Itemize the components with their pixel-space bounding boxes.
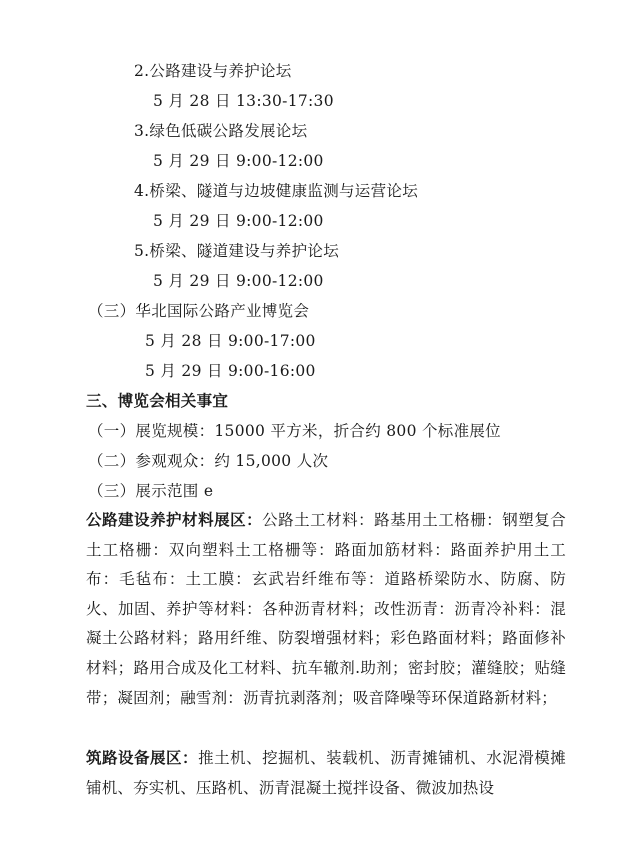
expo-time-1: 5 月 28 日 9:00-17:00 xyxy=(145,332,316,350)
zone-materials-text: 公路土工材料：路基用土工格栅：钢塑复合土工格栅：双向塑料土工格栅等：路面加筋材料：路面养护用土工布：毛毡布：土工膜：玄武岩纤维布等：道路桥梁防水、防腐、防火、加固、养护等材料：各种沥青材料；改性沥青：沥青冷补料：混凝土公路材料；路用纤维、防裂增强材料；彩色路面材料；路面修补材料；路用合成及化工材料、抗车辙剂.助剂；密封胶；灌缝胶；贴缝带；凝固剂；融雪剂：沥青抗剥落剂；吸音降噪等环保道路新材料； xyxy=(86,511,566,707)
section-item-scale: （一）展览规模：15000 平方米，折合约 800 个标准展位 xyxy=(88,422,501,440)
forum-2-time: 5 月 28 日 13:30-17:30 xyxy=(153,92,334,110)
forum-2-title: 2.公路建设与养护论坛 xyxy=(134,62,292,80)
forum-4-title: 4.桥梁、隧道与边坡健康监测与运营论坛 xyxy=(134,182,418,200)
forum-3-time: 5 月 29 日 9:00-12:00 xyxy=(153,152,324,170)
zone-equipment-paragraph xyxy=(86,744,566,803)
section-heading: 三、博览会相关事宜 xyxy=(86,392,229,410)
zone-equipment-text: 推土机、挖掘机、装载机、沥青摊铺机、水泥滑模摊铺机、夯实机、压路机、沥青混凝土搅拌设备、微波加热设 xyxy=(86,749,566,797)
zone-materials-lead: 公路建设养护材料展区： xyxy=(86,511,263,529)
forum-5-title: 5.桥梁、隧道建设与养护论坛 xyxy=(134,242,339,260)
expo-time-2: 5 月 29 日 9:00-16:00 xyxy=(145,362,316,380)
forum-3-title: 3.绿色低碳公路发展论坛 xyxy=(134,122,308,140)
zone-equipment-lead: 筑路设备展区： xyxy=(86,749,199,767)
section-item-scope: （三）展示范围 e xyxy=(88,482,214,500)
forum-5-time: 5 月 29 日 9:00-12:00 xyxy=(153,272,324,290)
section-item-visitors: （二）参观观众：约 15,000 人次 xyxy=(88,452,329,470)
forum-4-time: 5 月 29 日 9:00-12:00 xyxy=(153,212,324,230)
expo-title: （三）华北国际公路产业博览会 xyxy=(88,302,310,320)
zone-materials-paragraph xyxy=(86,506,566,713)
